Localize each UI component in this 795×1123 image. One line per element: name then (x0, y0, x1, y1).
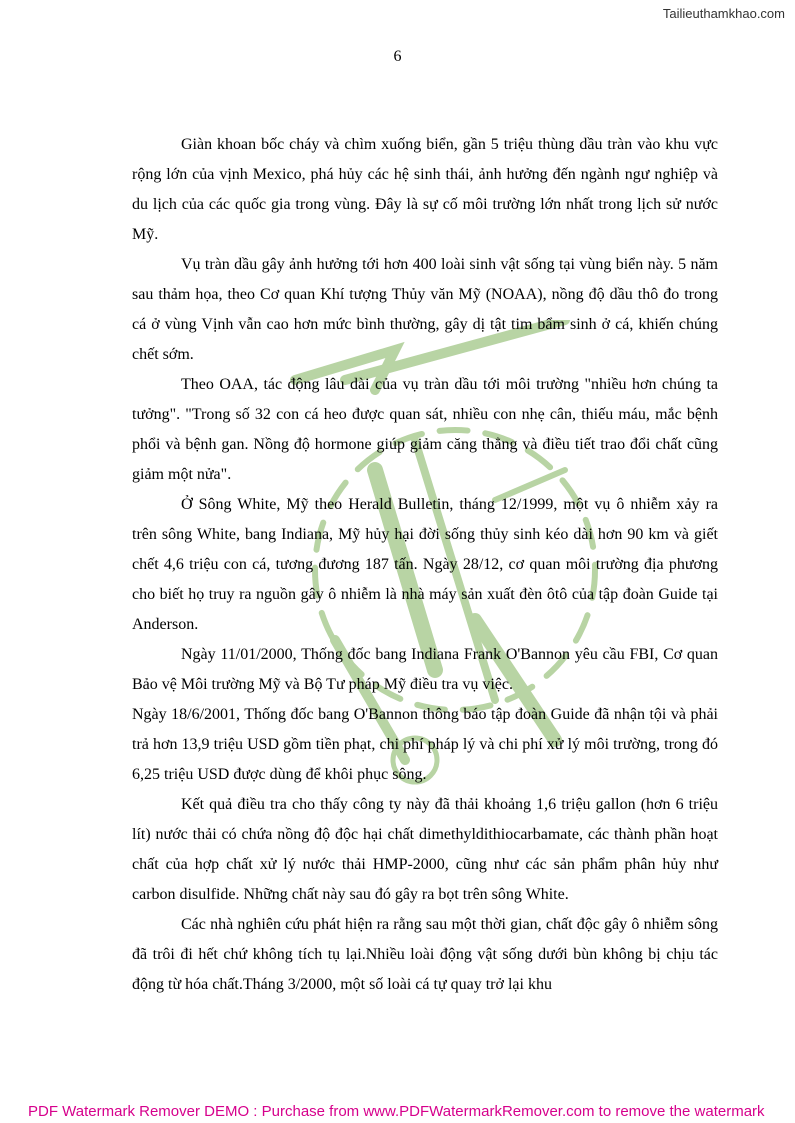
document-body (132, 130, 718, 1000)
paragraph: Vụ tràn dầu gây ảnh hưởng tới hơn 400 loài sinh vật sống tại vùng biển này. 5 năm sau thảm họa, theo Cơ quan Khí tượng Thủy văn Mỹ (NOAA), nồng độ dầu thô đo trong cá ở vùng Vịnh vẫn cao hơn mức bình thường, gây dị tật tim bẩm sinh ở cá, khiến chúng chết sớm. (132, 256, 718, 363)
site-label: Tailieuthamkhao.com (662, 6, 785, 21)
paragraph: Theo OAA, tác động lâu dài của vụ tràn dầu tới môi trường "nhiều hơn chúng ta tưởng". "Trong số 32 con cá heo được quan sát, nhiều con nhẹ cân, thiếu máu, mắc bệnh phổi và bệnh gan. Nồng độ hormone giúp giảm căng thẳng và điều tiết trao đổi chất cũng giảm một nửa". (132, 376, 718, 483)
paragraph: Ở Sông White, Mỹ theo Herald Bulletin, tháng 12/1999, một vụ ô nhiễm xảy ra trên sông White, bang Indiana, Mỹ hủy hại đời sống thủy sinh kéo dài hơn 90 km và giết chết 4,6 triệu con cá, tương đương 187 tấn. Ngày 28/12, cơ quan môi trường địa phương cho biết họ truy ra nguồn gây ô nhiễm là nhà máy sản xuất đèn ôtô của tập đoàn Guide tại Anderson. (132, 496, 718, 633)
watermark-remover-banner: PDF Watermark Remover DEMO : Purchase from www.PDFWatermarkRemover.com to remove the watermark (28, 1103, 765, 1120)
paragraph: Ngày 11/01/2000, Thống đốc bang Indiana Frank O'Bannon yêu cầu FBI, Cơ quan Bảo vệ Môi trường Mỹ và Bộ Tư pháp Mỹ điều tra vụ việc. (132, 646, 718, 693)
paragraph: Ngày 18/6/2001, Thống đốc bang O'Bannon thông báo tập đoàn Guide đã nhận tội và phải trả hơn 13,9 triệu USD gồm tiền phạt, chi phí pháp lý và chi phí xử lý môi trường, trong đó 6,25 triệu USD được dùng để khôi phục sông. (132, 706, 718, 783)
page-number: 6 (393, 48, 402, 65)
paragraph: Các nhà nghiên cứu phát hiện ra rằng sau một thời gian, chất độc gây ô nhiễm sông đã trôi đi hết chứ không tích tụ lại.Nhiều loài động vật sống dưới bùn không bị chịu tác động từ hóa chất.Tháng 3/2000, một số loài cá tự quay trở lại khu (132, 916, 718, 993)
paragraph: Giàn khoan bốc cháy và chìm xuống biển, gần 5 triệu thùng dầu tràn vào khu vực rộng lớn của vịnh Mexico, phá hủy các hệ sinh thái, ảnh hưởng đến ngành ngư nghiệp và du lịch của các quốc gia trong vùng. Đây là sự cố môi trường lớn nhất trong lịch sử nước Mỹ. (132, 136, 718, 243)
paragraph: Kết quả điều tra cho thấy công ty này đã thải khoảng 1,6 triệu gallon (hơn 6 triệu lít) nước thải có chứa nồng độ độc hại chất dimethyldithiocarbamate, các thành phần hoạt chất của hợp chất xử lý nước thải HMP-2000, cũng như các sản phẩm phân hủy như carbon disulfide. Những chất này sau đó gây ra bọt trên sông White. (132, 796, 718, 903)
